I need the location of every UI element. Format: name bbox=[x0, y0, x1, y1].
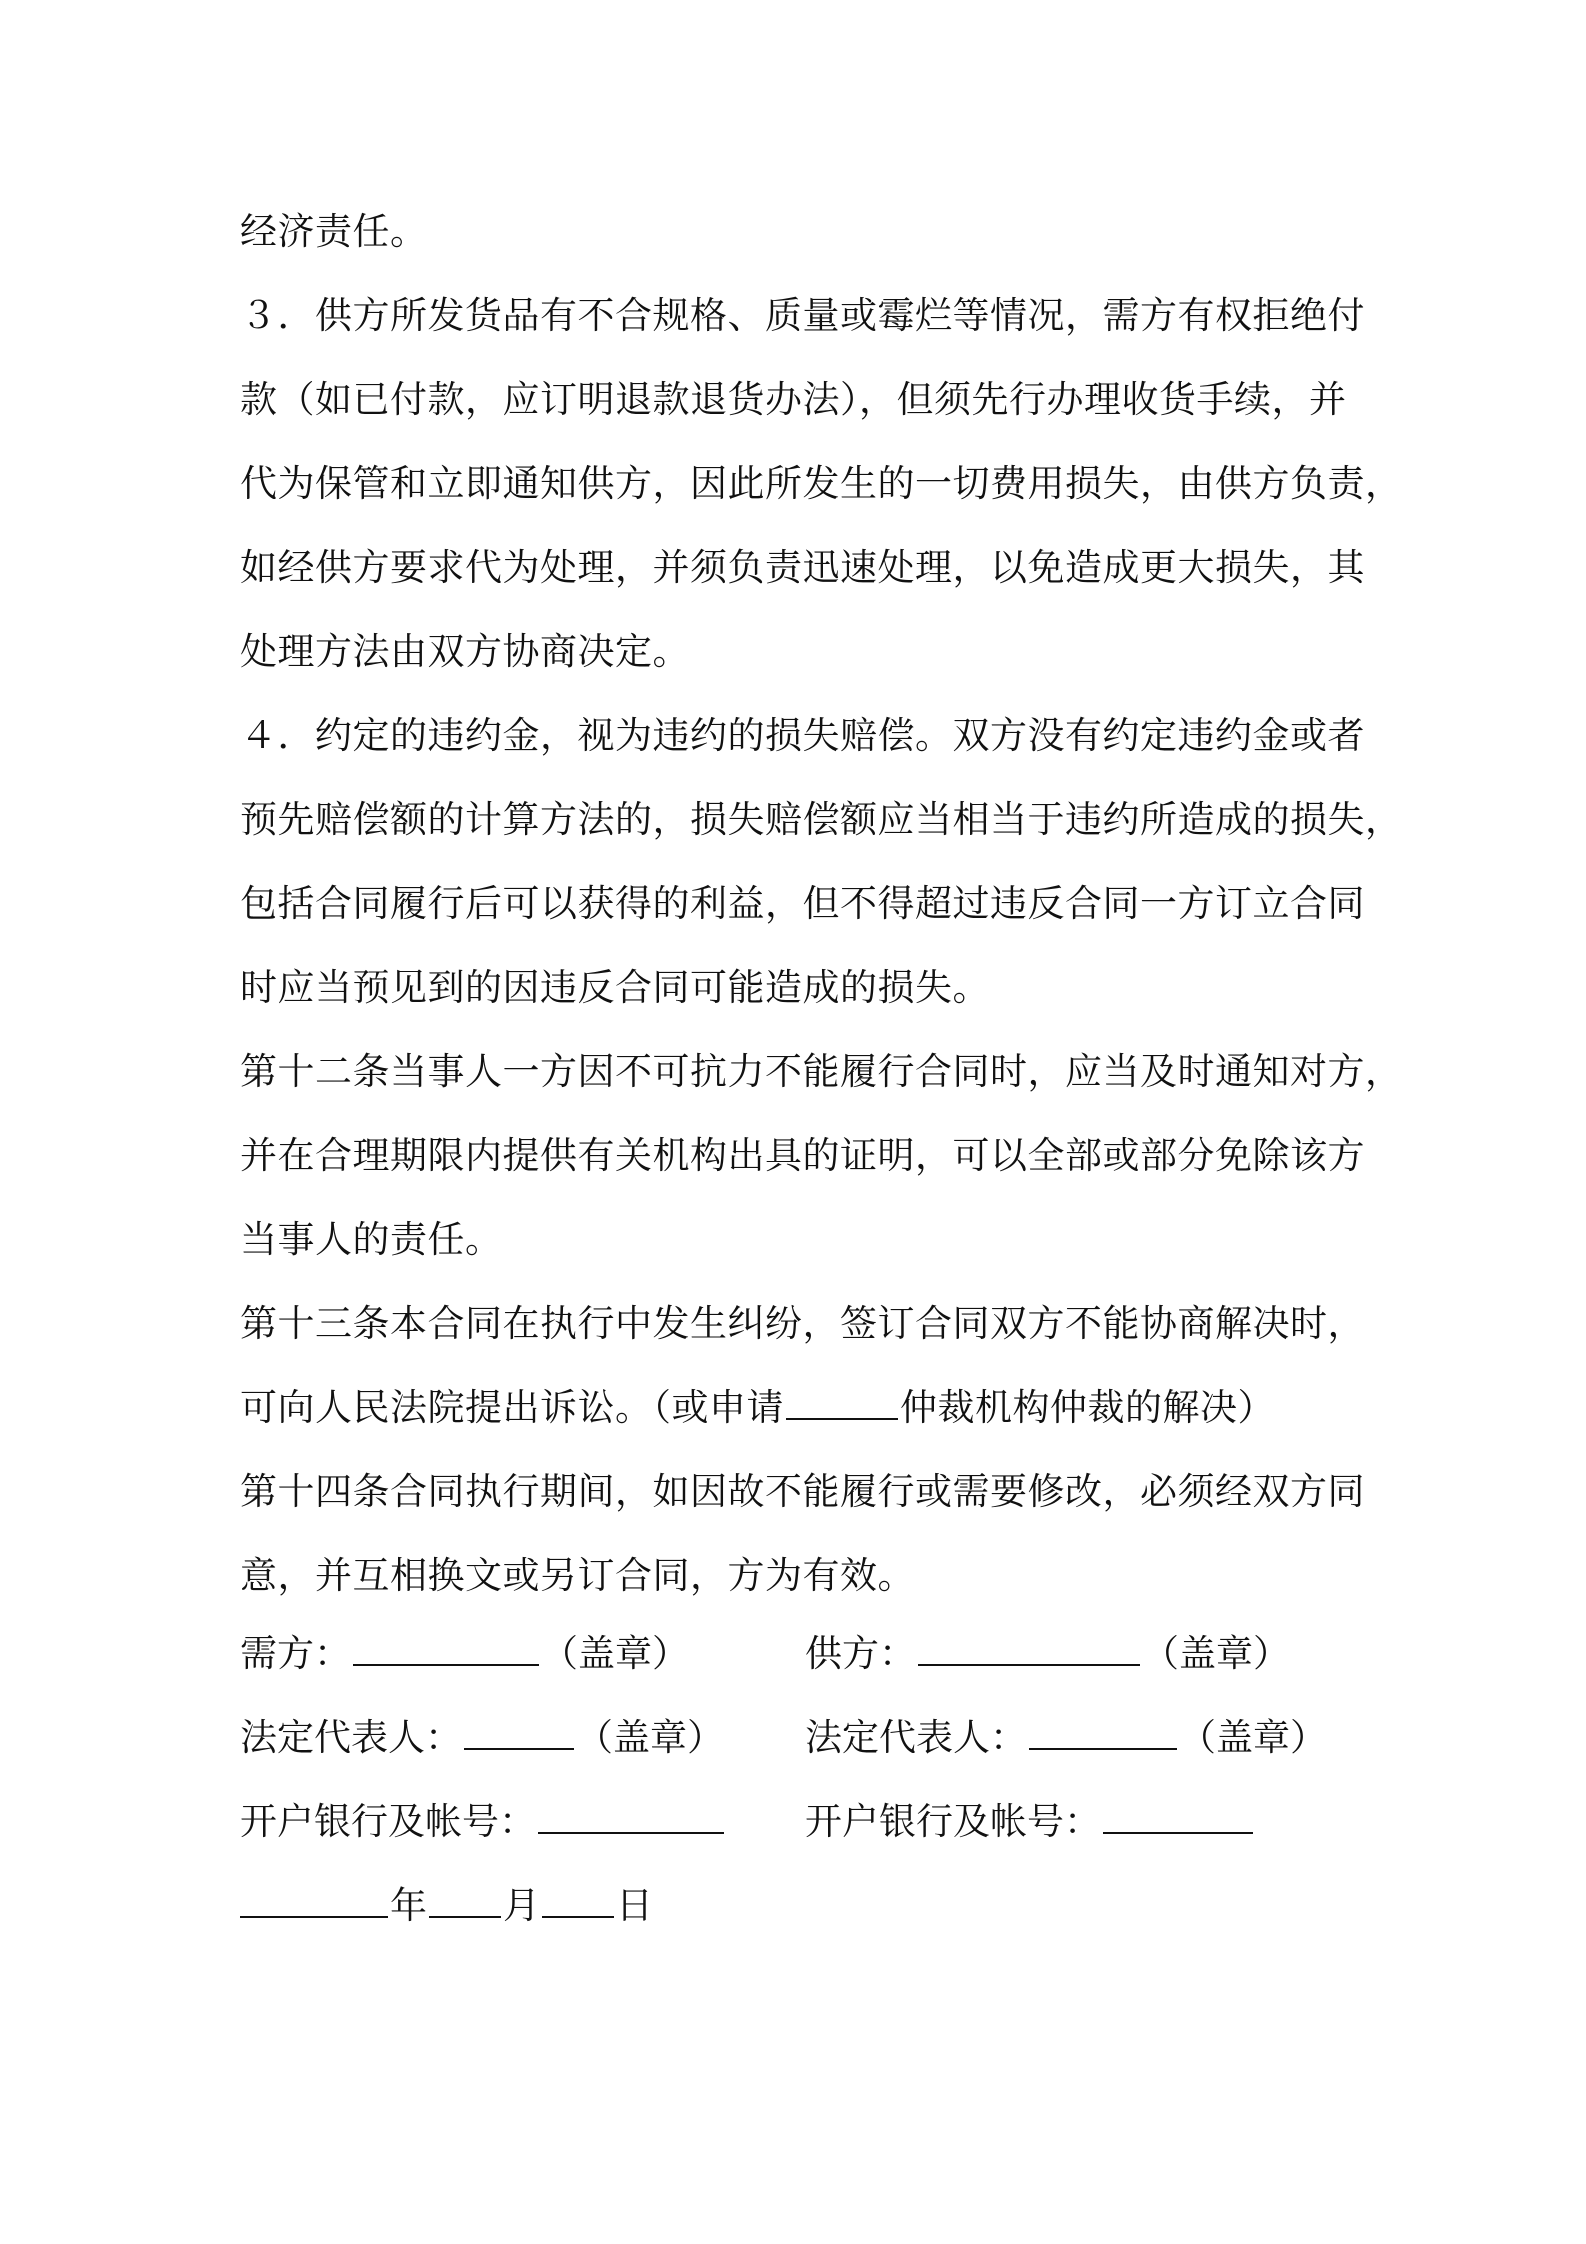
body-line: 并在合理期限内提供有关机构出具的证明，可以全部或部分免除该方 bbox=[240, 1134, 1365, 1177]
buyer-legal-rep-seal-label: （盖章） bbox=[576, 1716, 724, 1759]
buyer-name-blank[interactable] bbox=[353, 1663, 539, 1666]
seller-seal-label: （盖章） bbox=[1142, 1632, 1290, 1675]
body-line: 如经供方要求代为处理，并须负责迅速处理，以免造成更大损失，其 bbox=[240, 546, 1365, 589]
signature-section bbox=[240, 1612, 1366, 1948]
seller-legal-rep-blank[interactable] bbox=[1029, 1747, 1177, 1750]
arbitration-institution-blank[interactable] bbox=[786, 1417, 898, 1420]
body-line: 第十二条当事人一方因不可抗力不能履行合同时，应当及时通知对方， bbox=[240, 1050, 1403, 1093]
buyer-field bbox=[240, 1612, 689, 1696]
day-label: 日 bbox=[616, 1884, 653, 1927]
buyer-legal-rep-label: 法定代表人： bbox=[240, 1716, 462, 1759]
bank-row bbox=[240, 1780, 1366, 1864]
body-line: 时应当预见到的因违反合同可能造成的损失。 bbox=[240, 966, 990, 1009]
buyer-label: 需方： bbox=[240, 1632, 351, 1675]
seller-label: 供方： bbox=[805, 1632, 916, 1675]
party-row bbox=[240, 1612, 1366, 1696]
body-line: 意，并互相换文或另订合同，方为有效。 bbox=[240, 1554, 915, 1597]
body-line: 第十四条合同执行期间，如因故不能履行或需要修改，必须经双方同 bbox=[240, 1470, 1365, 1513]
year-blank[interactable] bbox=[240, 1915, 388, 1918]
seller-legal-rep-seal-label: （盖章） bbox=[1179, 1716, 1327, 1759]
day-blank[interactable] bbox=[542, 1915, 614, 1918]
legal-rep-row bbox=[240, 1696, 1366, 1780]
contract-body bbox=[240, 190, 1403, 1618]
body-line: 代为保管和立即通知供方，因此所发生的一切费用损失，由供方负责， bbox=[240, 462, 1403, 505]
seller-name-blank[interactable] bbox=[918, 1663, 1140, 1666]
body-line: 包括合同履行后可以获得的利益，但不得超过违反合同一方订立合同 bbox=[240, 882, 1365, 925]
seller-bank-field bbox=[805, 1780, 1255, 1864]
arbitration-text-after: 仲裁机构仲裁的解决） bbox=[900, 1386, 1275, 1429]
month-label: 月 bbox=[503, 1884, 540, 1927]
buyer-bank-blank[interactable] bbox=[538, 1831, 724, 1834]
arbitration-text-before: 可向人民法院提出诉讼。（或申请 bbox=[240, 1386, 784, 1429]
body-line: 经济责任。 bbox=[240, 210, 428, 253]
buyer-bank-label: 开户银行及帐号： bbox=[240, 1800, 536, 1843]
year-label: 年 bbox=[390, 1884, 427, 1927]
body-line: ３．供方所发货品有不合规格、质量或霉烂等情况，需方有权拒绝付 bbox=[240, 294, 1365, 337]
body-line: 第十三条本合同在执行中发生纠纷，签订合同双方不能协商解决时， bbox=[240, 1302, 1365, 1345]
body-line: 预先赔偿额的计算方法的，损失赔偿额应当相当于违约所造成的损失， bbox=[240, 798, 1403, 841]
buyer-legal-rep-field bbox=[240, 1696, 724, 1780]
buyer-bank-field bbox=[240, 1780, 726, 1864]
seller-bank-blank[interactable] bbox=[1103, 1831, 1253, 1834]
buyer-legal-rep-blank[interactable] bbox=[464, 1747, 574, 1750]
month-blank[interactable] bbox=[429, 1915, 501, 1918]
seller-bank-label: 开户银行及帐号： bbox=[805, 1800, 1101, 1843]
body-line: 当事人的责任。 bbox=[240, 1218, 503, 1261]
date-row bbox=[240, 1864, 1366, 1948]
seller-legal-rep-field bbox=[805, 1696, 1327, 1780]
buyer-seal-label: （盖章） bbox=[541, 1632, 689, 1675]
body-line: ４．约定的违约金，视为违约的损失赔偿。双方没有约定违约金或者 bbox=[240, 714, 1365, 757]
seller-legal-rep-label: 法定代表人： bbox=[805, 1716, 1027, 1759]
body-line: 款（如已付款，应订明退款退货办法），但须先行办理收货手续，并 bbox=[240, 378, 1347, 421]
arbitration-line bbox=[240, 1366, 1366, 1450]
seller-field bbox=[805, 1612, 1290, 1696]
body-line: 处理方法由双方协商决定。 bbox=[240, 630, 690, 673]
